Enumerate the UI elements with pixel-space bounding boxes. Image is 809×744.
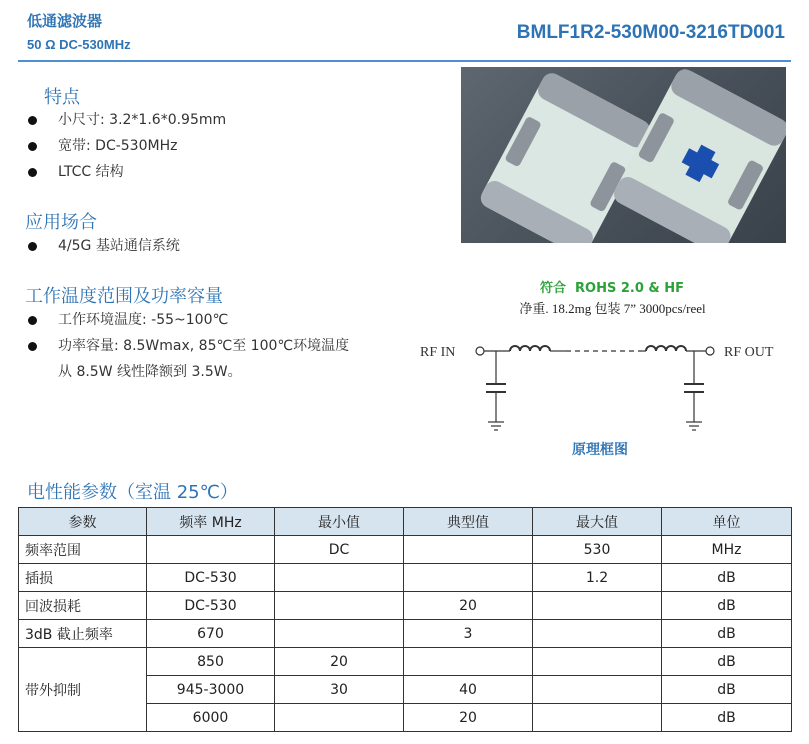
header-unit: 单位 <box>662 508 792 536</box>
product-type-title: 低通滤波器 <box>27 12 103 30</box>
cell-unit: dB <box>662 648 792 676</box>
product-photo <box>461 67 786 243</box>
cell-parameter: 3dB 截止频率 <box>19 620 147 648</box>
cell-frequency: 6000 <box>147 704 275 732</box>
cell-unit: dB <box>662 620 792 648</box>
schematic-diagram <box>418 322 798 442</box>
table-row <box>19 564 792 592</box>
product-subtitle: 50 Ω DC-530MHz <box>27 37 131 52</box>
product-photo-drawing <box>461 67 786 243</box>
header-parameter: 参数 <box>19 508 147 536</box>
rf-in-label: RF IN <box>420 345 456 360</box>
operating-list <box>24 307 424 385</box>
operating-temperature: 工作环境温度: -55~100℃ <box>24 307 424 333</box>
header-typ: 典型值 <box>404 508 533 536</box>
application-item-basestation: 4/5G 基站通信系统 <box>24 233 180 259</box>
electrical-spec-table <box>18 507 792 732</box>
cell-max <box>533 704 662 732</box>
cell-max <box>533 620 662 648</box>
cell-typ: 20 <box>404 704 533 732</box>
cell-typ <box>404 564 533 592</box>
features-heading: 特点 <box>44 87 80 108</box>
cell-unit: dB <box>662 704 792 732</box>
rohs-prefix: 符合 <box>539 281 566 296</box>
schematic-caption: 原理框图 <box>572 442 628 458</box>
schematic-svg <box>418 322 798 442</box>
electrical-table-title: 电性能参数（室温 25℃） <box>27 482 238 503</box>
cell-typ: 20 <box>404 592 533 620</box>
cell-max <box>533 648 662 676</box>
cell-max <box>533 676 662 704</box>
header-frequency: 频率 MHz <box>147 508 275 536</box>
header-min: 最小值 <box>275 508 404 536</box>
cell-frequency <box>147 536 275 564</box>
table-row <box>19 648 792 676</box>
cell-min: 30 <box>275 676 404 704</box>
cell-unit: dB <box>662 592 792 620</box>
cell-parameter: 频率范围 <box>19 536 147 564</box>
power-capacity <box>24 333 424 385</box>
feature-item-size: 小尺寸: 3.2*1.6*0.95mm <box>24 107 226 133</box>
applications-heading: 应用场合 <box>25 212 97 233</box>
rf-in-port <box>476 347 484 355</box>
cell-frequency: DC-530 <box>147 564 275 592</box>
cell-unit: dB <box>662 564 792 592</box>
feature-item-bandwidth: 宽带: DC-530MHz <box>24 133 226 159</box>
cell-frequency: 670 <box>147 620 275 648</box>
cell-max: 1.2 <box>533 564 662 592</box>
cell-typ: 3 <box>404 620 533 648</box>
cell-min: DC <box>275 536 404 564</box>
cell-min <box>275 564 404 592</box>
rf-out-port <box>706 347 714 355</box>
shunt-capacitor-out <box>684 351 704 430</box>
cell-unit: dB <box>662 676 792 704</box>
cell-frequency: DC-530 <box>147 592 275 620</box>
inductor-in <box>510 346 550 351</box>
cell-unit: MHz <box>662 536 792 564</box>
header-divider <box>18 60 791 62</box>
table-row <box>19 536 792 564</box>
packaging-info: 净重. 18.2mg 包装 7” 3000pcs/reel <box>519 301 706 316</box>
power-capacity-line2: 从 8.5W 线性降额到 3.5W。 <box>58 364 242 380</box>
rohs-standard: ROHS 2.0 & HF <box>575 281 685 296</box>
cell-min <box>275 620 404 648</box>
cell-min: 20 <box>275 648 404 676</box>
power-capacity-line1: 功率容量: 8.5Wmax, 85℃至 100℃环境温度 <box>58 338 350 354</box>
shunt-capacitor-in <box>486 351 506 430</box>
cell-parameter: 插损 <box>19 564 147 592</box>
features-list <box>24 107 226 185</box>
inductor-out <box>646 346 686 351</box>
table-row <box>19 620 792 648</box>
applications-list <box>24 233 180 259</box>
feature-item-structure: LTCC 结构 <box>24 159 226 185</box>
cell-parameter: 回波损耗 <box>19 592 147 620</box>
cell-typ <box>404 536 533 564</box>
cell-typ <box>404 648 533 676</box>
header-max: 最大值 <box>533 508 662 536</box>
rf-out-label: RF OUT <box>724 345 774 360</box>
cell-max <box>533 592 662 620</box>
cell-min <box>275 592 404 620</box>
rohs-compliance <box>462 277 762 296</box>
part-number: BMLF1R2-530M00-3216TD001 <box>516 22 785 43</box>
table-header-row <box>19 508 792 536</box>
cell-frequency: 850 <box>147 648 275 676</box>
cell-typ: 40 <box>404 676 533 704</box>
cell-rejection-label: 带外抑制 <box>19 648 147 732</box>
table-row <box>19 592 792 620</box>
operating-heading: 工作温度范围及功率容量 <box>25 286 223 307</box>
cell-frequency: 945-3000 <box>147 676 275 704</box>
cell-max: 530 <box>533 536 662 564</box>
cell-min <box>275 704 404 732</box>
